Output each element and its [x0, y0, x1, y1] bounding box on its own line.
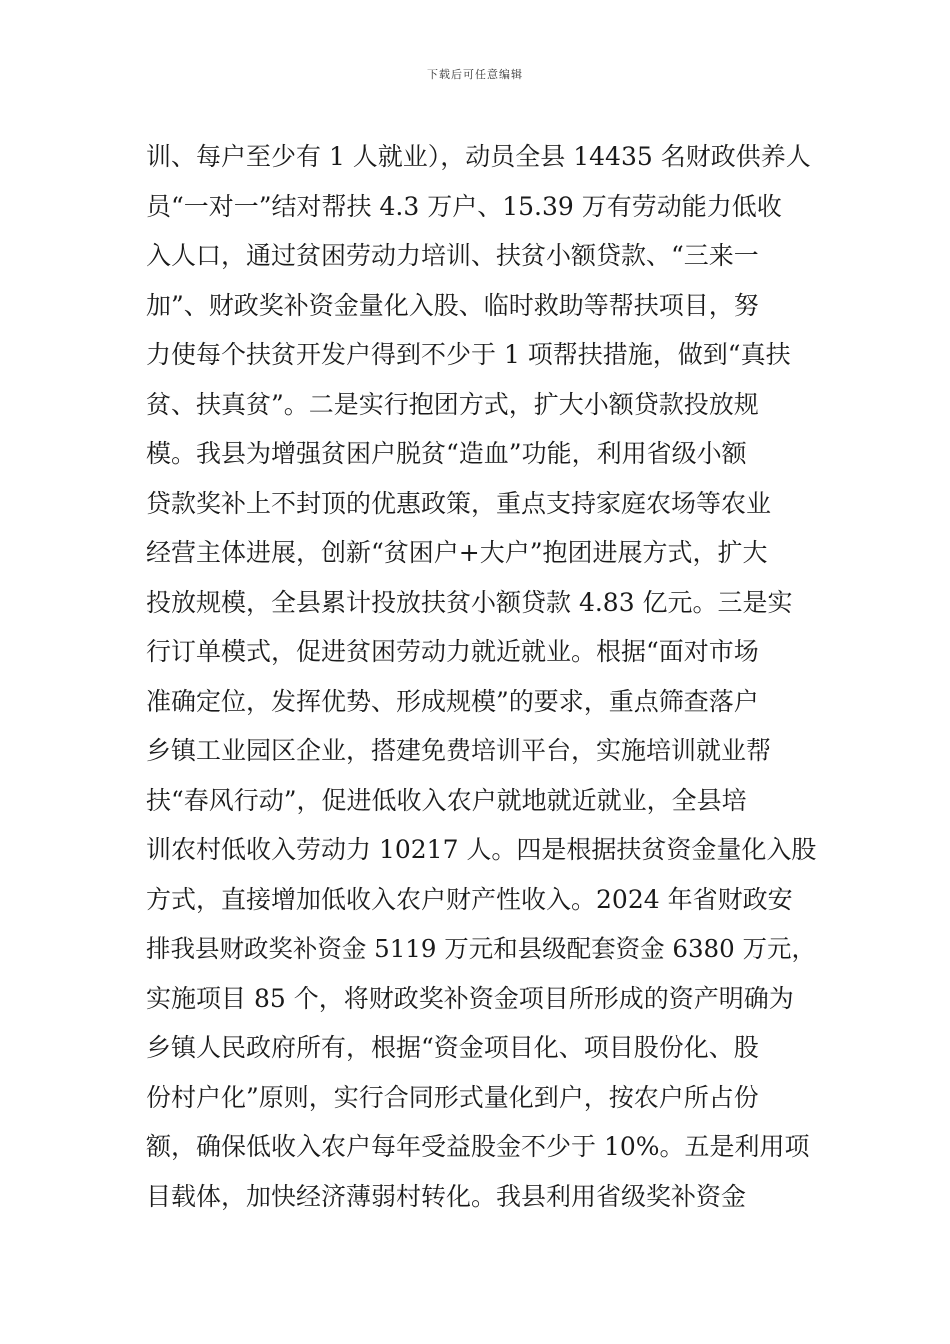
text-line: 加”、财政奖补资金量化入股、临时救助等帮扶项目，努 [146, 290, 759, 320]
text-line: 训农村低收入劳动力 10217 人。四是根据扶贫资金量化入股 [146, 835, 817, 864]
text-line: 模。我县为增强贫困户脱贫“造血”功能，利用省级小额 [146, 439, 747, 468]
text-line: 份村户化”原则，实行合同形式量化到户，按农户所占份 [146, 1082, 759, 1112]
text-line: 行订单模式，促进贫困劳动力就近就业。根据“面对市场 [146, 637, 759, 666]
text-line: 力使每个扶贫开发户得到不少于 1 项帮扶措施，做到“真扶 [146, 340, 791, 369]
page-header: 下载后可任意编辑 [427, 68, 523, 81]
text-line: 入人口，通过贫困劳动力培训、扶贫小额贷款、“三来一 [146, 241, 759, 270]
text-line: 训、每户至少有 1 人就业），动员全县 14435 名财政供养人 [146, 142, 811, 171]
body-text [146, 132, 816, 1221]
text-line: 贷款奖补上不封顶的优惠政策，重点支持家庭农场等农业 [146, 488, 772, 518]
text-line: 经营主体进展，创新“贫困户+大户”抱团进展方式，扩大 [146, 538, 768, 567]
text-line: 排我县财政奖补资金 5119 万元和县级配套资金 6380 万元， [146, 934, 816, 963]
text-line: 贫、扶真贫”。二是实行抱团方式，扩大小额贷款投放规 [146, 389, 759, 419]
text-line: 额，确保低收入农户每年受益股金不少于 10%。五是利用项 [146, 1132, 810, 1161]
text-line: 乡镇工业园区企业，搭建免费培训平台，实施培训就业帮 [146, 736, 772, 765]
text-line: 扶“春风行动”，促进低收入农户就地就近就业，全县培 [146, 785, 747, 815]
text-line: 投放规模，全县累计投放扶贫小额贷款 4.83 亿元。三是实 [146, 587, 793, 617]
text-line: 员“一对一”结对帮扶 4.3 万户、15.39 万有劳动能力低收 [146, 191, 782, 221]
text-line: 准确定位，发挥优势、形成规模”的要求，重点筛查落户 [146, 686, 759, 716]
text-line: 方式，直接增加低收入农户财产性收入。2024 年省财政安 [146, 884, 793, 914]
text-line: 目载体，加快经济薄弱村转化。我县利用省级奖补资金 [146, 1181, 747, 1211]
text-line: 乡镇人民政府所有，根据“资金项目化、项目股份化、股 [146, 1033, 759, 1062]
text-line: 实施项目 85 个，将财政奖补资金项目所形成的资产明确为 [146, 983, 794, 1013]
